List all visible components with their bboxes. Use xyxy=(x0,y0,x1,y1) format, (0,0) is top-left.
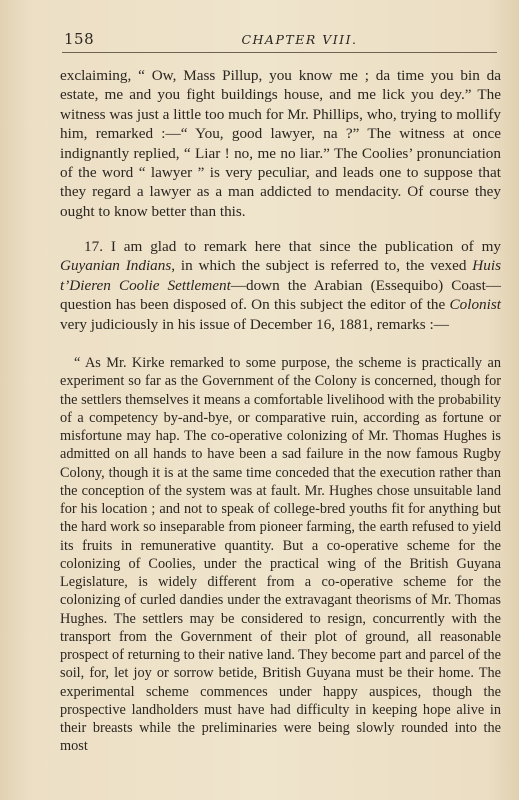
page-number: 158 xyxy=(64,30,95,48)
book-title: Guyanian Indians xyxy=(60,257,172,275)
paragraph-text-part: , in which the subject is referred to, the vexed xyxy=(171,257,473,275)
paragraph-text xyxy=(60,237,501,334)
page-header xyxy=(62,30,497,53)
paragraph-text-part: 17. I am glad to remark here that since the publication of my xyxy=(84,238,501,255)
body-paragraph-2 xyxy=(60,237,501,334)
paragraph-text-part: —down the Arabian (Essequibo) Coast—question has been disposed of. On this subject the editor of the xyxy=(60,276,501,314)
newspaper-name: Colonist xyxy=(449,296,501,314)
running-head: CHAPTER VIII. xyxy=(241,32,358,47)
block-quote xyxy=(60,354,501,756)
paragraph-text-part: very judiciously in his issue of December 16, 1881, remarks :— xyxy=(60,315,449,333)
body-paragraph-1 xyxy=(60,66,501,221)
settlement-name: Huis t’Dieren Coolie Settlement xyxy=(60,257,501,294)
paragraph-text: exclaiming, “ Ow, Mass Pillup, you know me ; da time you bin da estate, me and you fight buildings house, and me lick you dey.” The witness was just a little too much for Mr. Phillips, who, trying to mollify him, remarked :—“ You, good lawyer, na ?” The witness at once indignantly replied, “ Liar ! no, me no liar.” The Coolies’ pronunciation of the word “ lawyer ” is very peculiar, and leads one to suppose that they regard a lawyer as a man addicted to mendacity. Of course they ought to know better than this. xyxy=(60,67,501,220)
quote-text: “ As Mr. Kirke remarked to some purpose, the scheme is practically an experiment so far as the Government of the Colony is concerned, though for the settlers themselves it means a comfortable livelihood with the probability of a competency by-and-bye, or comparative ruin, according as fortune or misfortune may hap. The co-operative colonizing of Mr. Thomas Hughes is admitted on all hands to have been a sad failure in the now famous Rugby Colony, though it is at the same time conceded that the execution rather than the conception of the system was at fault. Mr. Hughes chose unsuitable land for his location ; and not to speak of college-bred youths fit for anything but the hard work so inseparable from pioneer farming, the earth refused to yield its fruits in remunerative quantity. But a co-operative scheme for the colonizing of Coolies, under the practical wing of the British Guyana Legislature, is widely different from a co-operative scheme for the colonizing of curled dandies under the extravagant theorisms of Mr. Thomas Hughes. The settlers may be considered to resign, concurrently with the transport from the Government of their plot of ground, all reasonable prospect of returning to their native land. They become part and parcel of the soil, for, let joy or sorrow betide, British Guyana must be their home. The experimental scheme commences under happy auspices, though the prospective landholders must have had difficulty in keeping hope alive in their breasts while the preliminaries were being slowly rounded into the most xyxy=(60,355,501,755)
